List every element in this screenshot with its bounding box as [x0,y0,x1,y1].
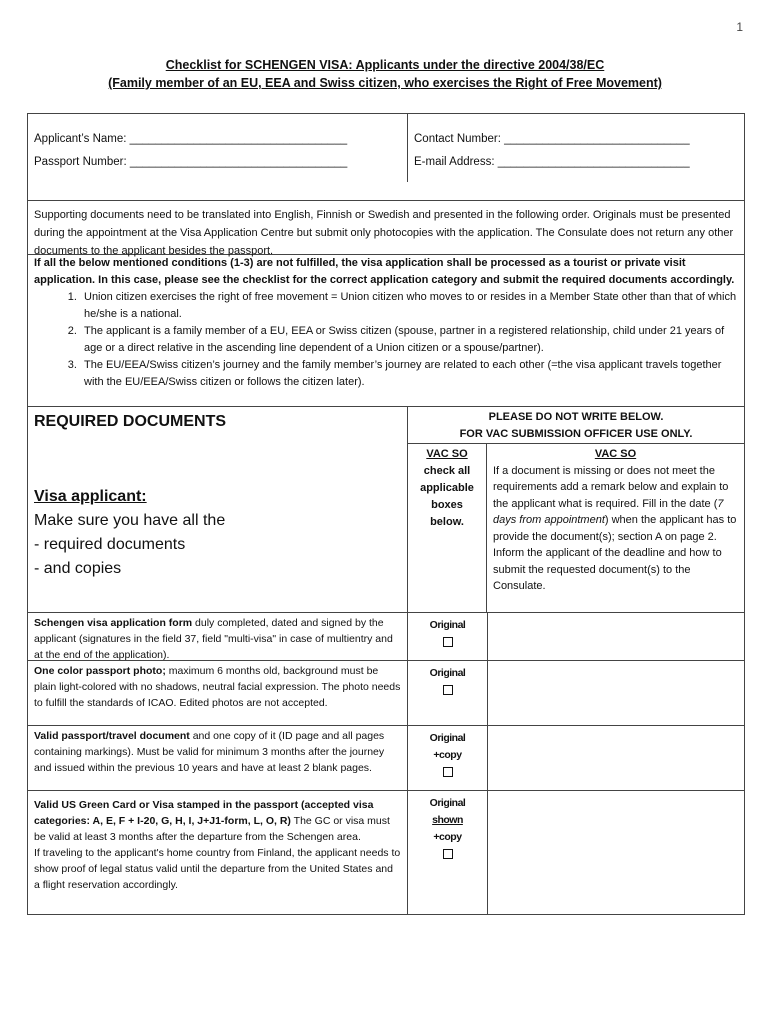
required-documents-heading: REQUIRED DOCUMENTS [34,413,227,430]
vac-so-note-title: VAC SO [594,448,637,460]
condition-item: 2. The applicant is a family member of a EU, EEA or Swiss citizen (spouse, partner in a registered relationship, child under 21 years of age or a direct relative in the ascending line dependent of a Union citizen or a spouse/partner). [80,323,738,357]
table-row [28,661,744,726]
table-row [28,791,744,914]
applicant-info [28,114,744,201]
table-row [28,613,744,661]
vac-head-line: PLEASE DO NOT WRITE BELOW. [488,411,664,423]
document-title [0,56,770,92]
checkbox[interactable] [443,849,453,859]
passport-number-field[interactable]: Passport Number: __________________________________ [28,148,408,182]
vac-note-text: ) when the applicant has to provide the document(s); section A on page 2. Inform the applicant of the deadline and how to submit the requested document(s) to the Consulate. [493,514,737,592]
title-line-1: Checklist for SCHENGEN VISA: Applicants under the directive 2004/38/EC [165,58,605,72]
vac-so-line: applicable [420,482,474,494]
email-field[interactable]: E-mail Address: ______________________________ [414,156,690,168]
conditions-list [34,289,738,391]
checkbox[interactable] [443,637,453,647]
vac-note-text: If a document is missing or does not meet the requirements add a remark below and explain to the applicant what is required. Fill in the date ( [493,464,729,510]
visa-applicant-line: - and copies [34,560,122,577]
visa-applicant-title: Visa applicant: [34,488,147,505]
document-description: Valid passport/travel document and one copy of it (ID page and all pages containing markings). Must be valid for minimum 3 months after the journey and issued within the previous 10 years and have at least 2 blank pages. [28,726,408,790]
vac-so-remark-instructions [487,443,744,612]
conditions-section [28,255,744,407]
applicant-name-field[interactable]: Applicant’s Name: __________________________________ [28,114,408,148]
visa-applicant-line: Make sure you have all the [34,512,226,529]
vac-so-line: check all [423,465,471,477]
page-number: 1 [736,20,743,34]
vac-so-line: below. [430,516,464,528]
required-documents-header [28,407,744,613]
vac-note-italic: 7 days from appointment [493,497,724,526]
remark-cell[interactable] [488,726,744,790]
condition-item: 1. Union citizen exercises the right of free movement = Union citizen who moves to or resides in a Member State other than that of which he/she is a national. [80,289,738,323]
supporting-documents-note: Supporting documents need to be translated into English, Finnish or Swedish and presented in the following order. Originals must be presented during the appointment at the Visa Application Centre but submit only photocopies with the application. The Consulate does not return any other documents to the applicant besides the passport. [28,201,744,255]
remark-cell[interactable] [488,791,744,914]
document-status: Original +copy [408,726,488,790]
conditions-intro: If all the below mentioned conditions (1-3) are not fulfilled, the visa application shall be processed as a tourist or private visit application. In this case, please see the checklist for the correct application category and submit the required documents accordingly. [34,257,735,286]
table-row [28,726,744,791]
document-description: Valid US Green Card or Visa stamped in the passport (accepted visa categories: A, E, F + I-20, G, H, I, J+J1-form, L, O, R) The GC or visa must be valid at least 3 months after the departure from the Schengen area. If traveling to the applicant's home country from Finland, the applicant needs to show proof of legal status valid until the departure from the United States and a flight reservation accordingly. [28,791,408,914]
visa-applicant-note [34,485,225,581]
vac-officer-heading [408,407,744,443]
condition-item: 3. The EU/EEA/Swiss citizen’s journey and the family member’s journey are related to each other (=the visa applicant travels together with the EU/EEA/Swiss citizen or follows the citizen later). [80,357,738,391]
contact-number-field[interactable]: Contact Number: _____________________________ [414,133,690,145]
document-status: Original shown +copy [408,791,488,914]
vac-so-instructions [407,443,487,612]
checkbox[interactable] [443,767,453,777]
document-status: Original [408,613,488,660]
checkbox[interactable] [443,685,453,695]
vac-so-line: boxes [431,499,463,511]
document-description: Schengen visa application form duly completed, dated and signed by the applicant (signatures in the field 37, field "multi-visa" in case of multientry and at the end of the application). [28,613,408,660]
checklist-frame [27,113,745,915]
vac-head-line: FOR VAC SUBMISSION OFFICER USE ONLY. [459,428,693,440]
documents-table [28,613,744,914]
document-description: One color passport photo; maximum 6 months old, background must be plain light-colored with no shadows, neutral facial expression. The photo needs to fulfill the standards of ICAO. Edited photos are not accepted. [28,661,408,725]
remark-cell[interactable] [488,661,744,725]
vac-so-line: VAC SO [426,448,468,460]
title-line-2: (Family member of an EU, EEA and Swiss citizen, who exercises the Right of Free Movement) [108,76,662,90]
visa-applicant-line: - required documents [34,536,186,553]
document-status: Original [408,661,488,725]
remark-cell[interactable] [488,613,744,660]
